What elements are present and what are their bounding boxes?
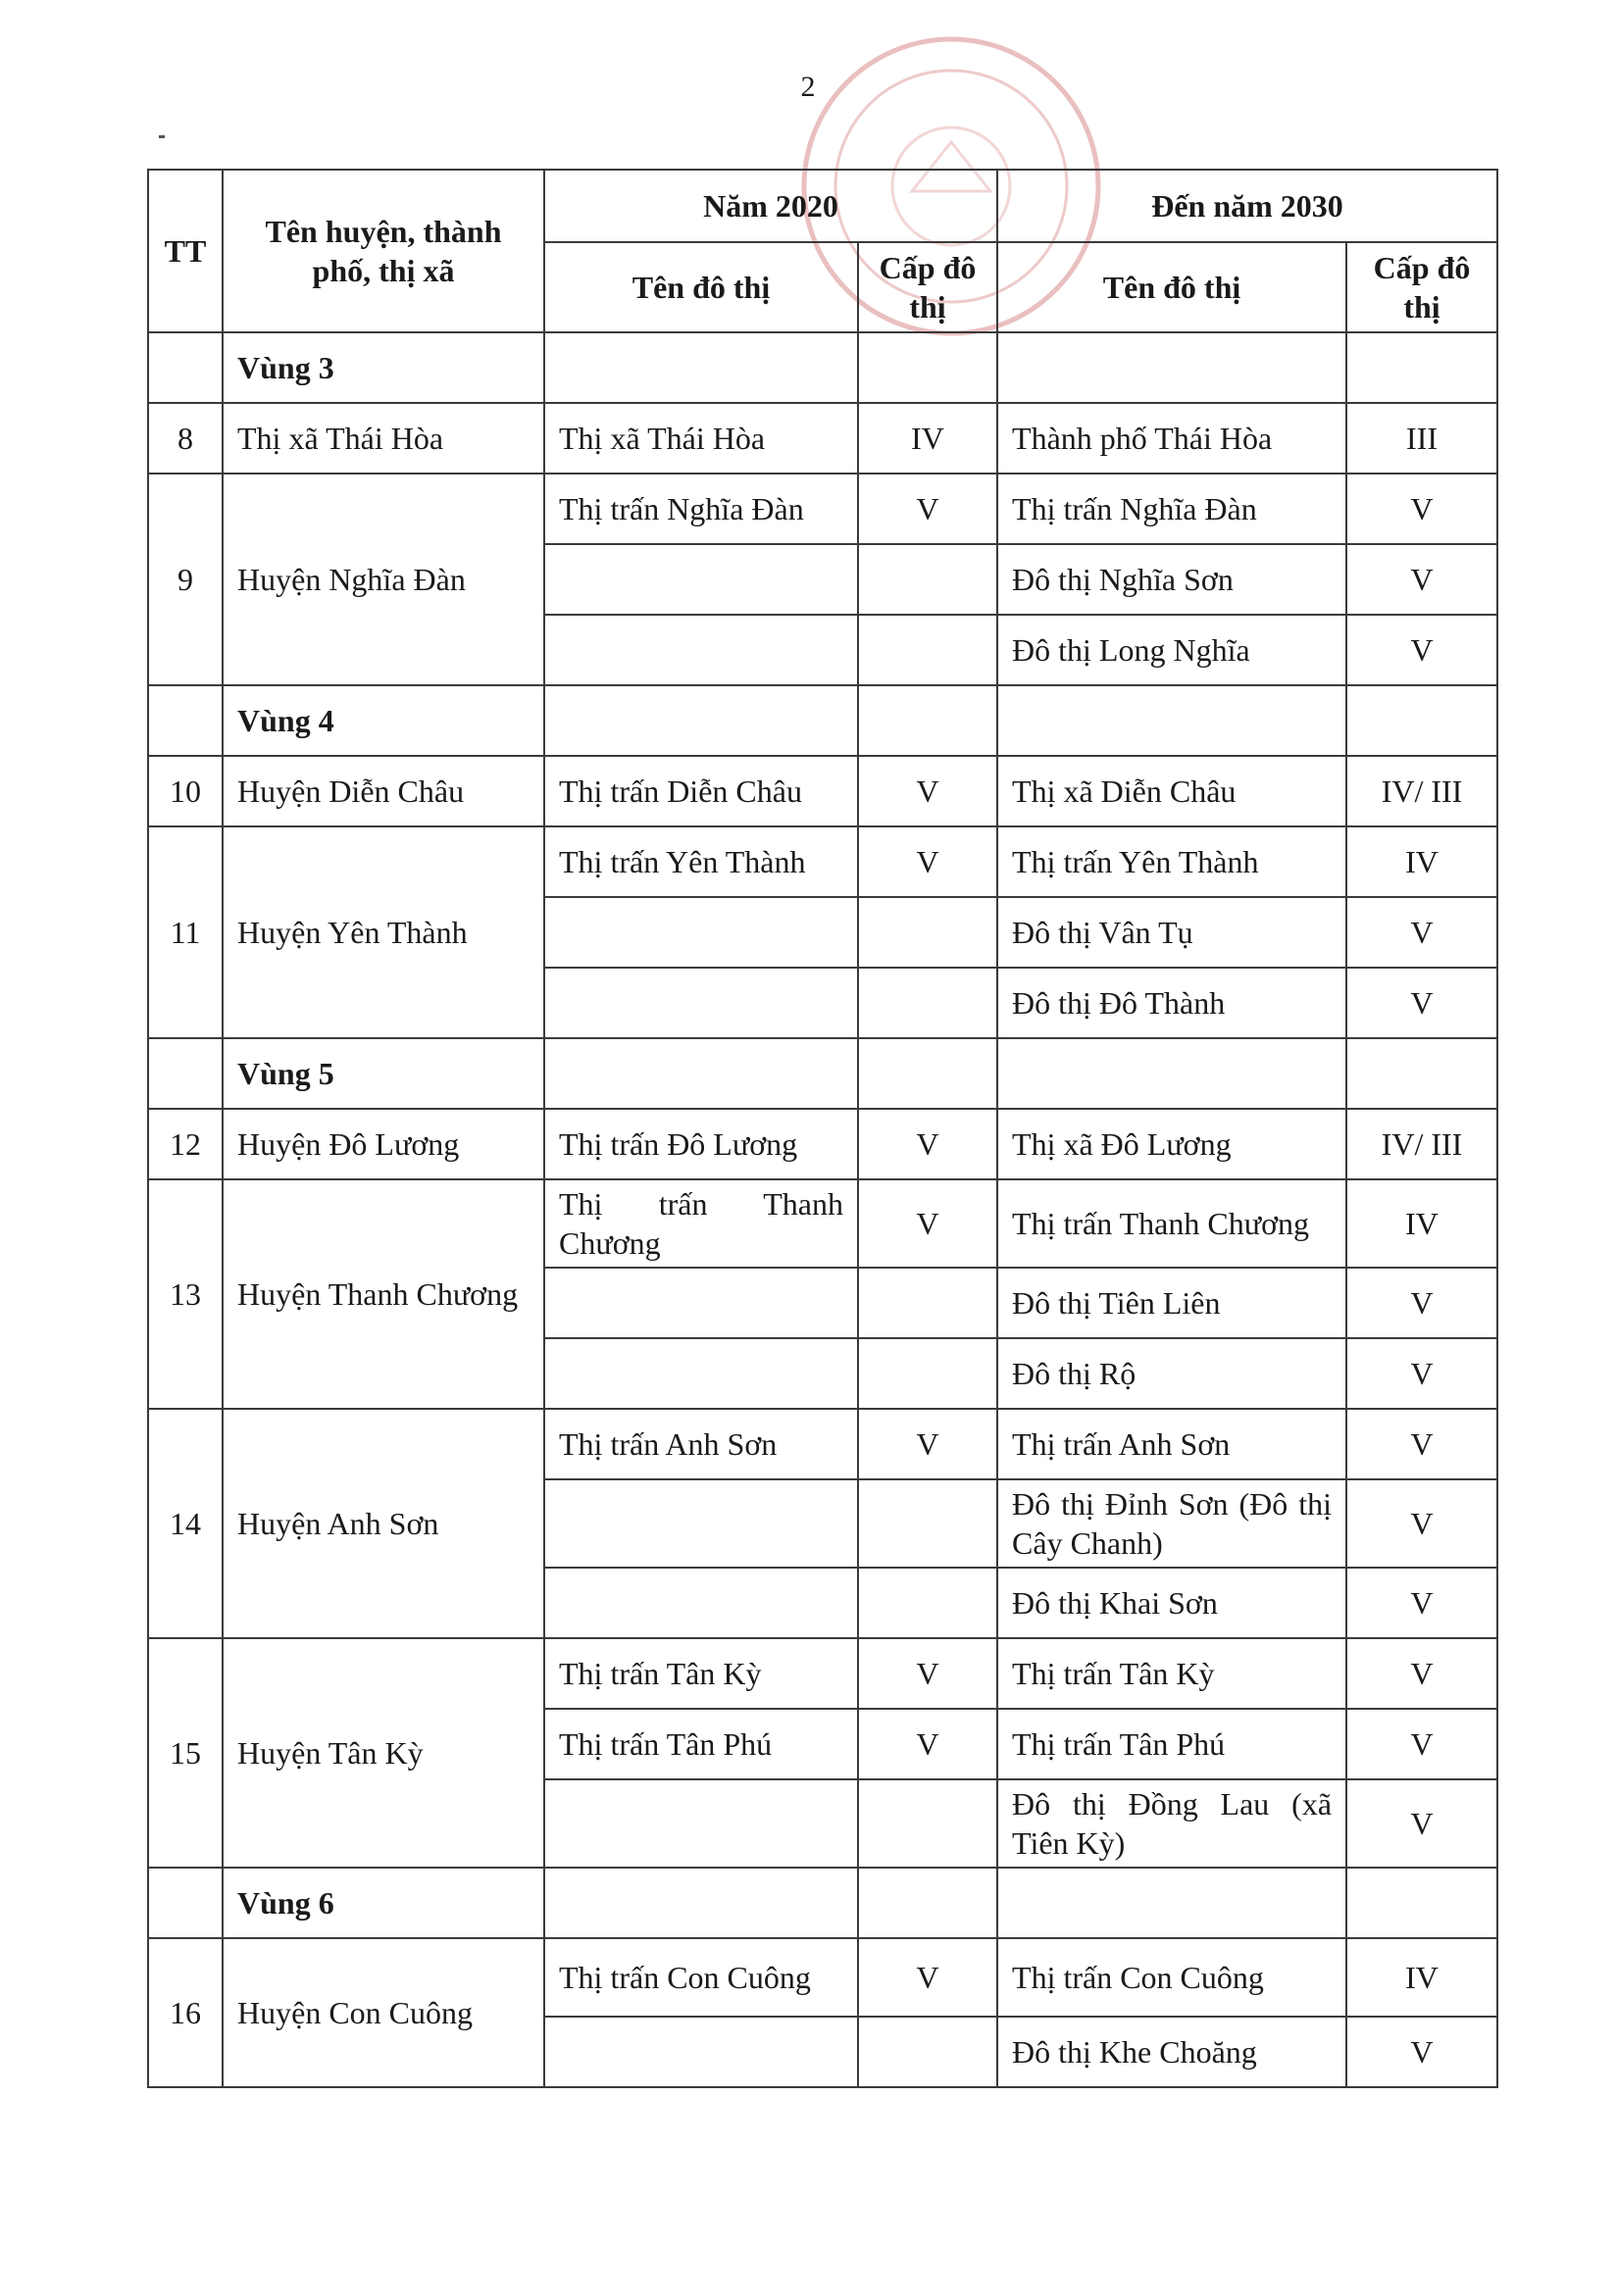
urban-name-2020: Thị trấn Yên Thành bbox=[544, 826, 858, 897]
header-urban-name-2030: Tên đô thị bbox=[997, 242, 1346, 332]
urban-grade-2020: IV bbox=[858, 403, 997, 474]
region-row bbox=[148, 1868, 1497, 1938]
urban-name-2020: Thị trấn Nghĩa Đàn bbox=[544, 474, 858, 544]
table-row bbox=[148, 826, 1497, 897]
region-label: Vùng 5 bbox=[223, 1038, 544, 1109]
urban-name-2030: Đô thị Khe Choăng bbox=[997, 2017, 1346, 2087]
urban-name-2030: Thị xã Đô Lương bbox=[997, 1109, 1346, 1179]
row-number: 12 bbox=[148, 1109, 223, 1179]
district-name: Huyện Diễn Châu bbox=[223, 756, 544, 826]
urban-grade-2030: V bbox=[1346, 1479, 1497, 1568]
urban-name-2020 bbox=[544, 2017, 858, 2087]
header-row-top bbox=[148, 170, 1497, 242]
urban-grade-2020 bbox=[858, 897, 997, 968]
urban-grade-2020 bbox=[858, 2017, 997, 2087]
urban-grade-2030: IV bbox=[1346, 1938, 1497, 2017]
urban-name-2020: Thị trấn Đô Lương bbox=[544, 1109, 858, 1179]
table-row bbox=[148, 1179, 1497, 1268]
urban-grade-2030: V bbox=[1346, 544, 1497, 615]
header-urban-grade-2020: Cấp đô thị bbox=[858, 242, 997, 332]
urban-grade-2020 bbox=[858, 968, 997, 1038]
urban-name-2020: Thị trấn Con Cuông bbox=[544, 1938, 858, 2017]
urban-grade-2030: III bbox=[1346, 403, 1497, 474]
district-name: Huyện Tân Kỳ bbox=[223, 1638, 544, 1868]
urban-name-2030: Thị trấn Tân Phú bbox=[997, 1709, 1346, 1779]
region-row bbox=[148, 685, 1497, 756]
urban-grade-2020: V bbox=[858, 1179, 997, 1268]
urban-name-2030: Đô thị Đồng Lau (xã Tiên Kỳ) bbox=[997, 1779, 1346, 1868]
row-number: 9 bbox=[148, 474, 223, 685]
district-name: Huyện Con Cuông bbox=[223, 1938, 544, 2087]
urban-name-2020 bbox=[544, 1338, 858, 1409]
urban-name-2030: Đô thị Nghĩa Sơn bbox=[997, 544, 1346, 615]
urban-grade-2020: V bbox=[858, 1709, 997, 1779]
row-number: 14 bbox=[148, 1409, 223, 1638]
urban-grade-2020: V bbox=[858, 1638, 997, 1709]
urban-grade-2030: V bbox=[1346, 897, 1497, 968]
urban-grade-2020 bbox=[858, 1479, 997, 1568]
region-label: Vùng 4 bbox=[223, 685, 544, 756]
urban-grade-2020: V bbox=[858, 756, 997, 826]
urban-name-2030: Thị trấn Yên Thành bbox=[997, 826, 1346, 897]
table-row bbox=[148, 756, 1497, 826]
urban-name-2030: Thị trấn Anh Sơn bbox=[997, 1409, 1346, 1479]
urban-grade-2020 bbox=[858, 615, 997, 685]
urban-grade-2030: V bbox=[1346, 1568, 1497, 1638]
urban-grade-2020 bbox=[858, 544, 997, 615]
urban-name-2020 bbox=[544, 1568, 858, 1638]
district-name: Thị xã Thái Hòa bbox=[223, 403, 544, 474]
urban-name-2020: Thị trấn Tân Kỳ bbox=[544, 1638, 858, 1709]
page-number: 2 bbox=[800, 71, 816, 103]
urban-grade-2020 bbox=[858, 1568, 997, 1638]
urban-grade-2030: V bbox=[1346, 615, 1497, 685]
scan-mark bbox=[159, 135, 165, 138]
urban-name-2020 bbox=[544, 968, 858, 1038]
urban-name-2030: Thị trấn Nghĩa Đàn bbox=[997, 474, 1346, 544]
urban-grade-2030: V bbox=[1346, 474, 1497, 544]
region-label: Vùng 6 bbox=[223, 1868, 544, 1938]
urban-name-2020: Thị trấn Tân Phú bbox=[544, 1709, 858, 1779]
table-row bbox=[148, 1109, 1497, 1179]
urban-name-2030: Đô thị Rộ bbox=[997, 1338, 1346, 1409]
urban-grade-2020 bbox=[858, 1779, 997, 1868]
row-number: 8 bbox=[148, 403, 223, 474]
table-row bbox=[148, 403, 1497, 474]
urban-grade-2030: V bbox=[1346, 1338, 1497, 1409]
table-row bbox=[148, 1638, 1497, 1709]
urban-grade-2030: IV bbox=[1346, 1179, 1497, 1268]
urban-name-2020: Thị trấn Anh Sơn bbox=[544, 1409, 858, 1479]
district-name: Huyện Đô Lương bbox=[223, 1109, 544, 1179]
district-name: Huyện Thanh Chương bbox=[223, 1179, 544, 1409]
urban-grade-2020 bbox=[858, 1268, 997, 1338]
urban-grade-2020: V bbox=[858, 1409, 997, 1479]
urban-name-2020: Thị trấn Thanh Chương bbox=[544, 1179, 858, 1268]
urban-name-2030: Thị trấn Thanh Chương bbox=[997, 1179, 1346, 1268]
urban-grade-2030: V bbox=[1346, 1409, 1497, 1479]
urban-grade-2030: V bbox=[1346, 1268, 1497, 1338]
urban-grade-2020: V bbox=[858, 1109, 997, 1179]
urban-name-2030: Đô thị Đô Thành bbox=[997, 968, 1346, 1038]
district-name: Huyện Yên Thành bbox=[223, 826, 544, 1038]
header-urban-name-2020: Tên đô thị bbox=[544, 242, 858, 332]
urban-grade-2030: IV bbox=[1346, 826, 1497, 897]
header-year-2020: Năm 2020 bbox=[544, 170, 997, 242]
urban-name-2020 bbox=[544, 1479, 858, 1568]
row-number: 13 bbox=[148, 1179, 223, 1409]
urban-grade-2020: V bbox=[858, 826, 997, 897]
urban-grade-2030: V bbox=[1346, 1709, 1497, 1779]
urban-grade-2030: V bbox=[1346, 1638, 1497, 1709]
urban-name-2020: Thị xã Thái Hòa bbox=[544, 403, 858, 474]
region-row bbox=[148, 332, 1497, 403]
row-number: 15 bbox=[148, 1638, 223, 1868]
urban-grade-2020: V bbox=[858, 474, 997, 544]
urban-grade-2030: V bbox=[1346, 968, 1497, 1038]
urban-name-2030: Thị trấn Con Cuông bbox=[997, 1938, 1346, 2017]
row-number: 10 bbox=[148, 756, 223, 826]
header-urban-grade-2030: Cấp đô thị bbox=[1346, 242, 1497, 332]
urban-name-2020 bbox=[544, 544, 858, 615]
urban-grade-2030: V bbox=[1346, 2017, 1497, 2087]
district-name: Huyện Nghĩa Đàn bbox=[223, 474, 544, 685]
urban-name-2020 bbox=[544, 897, 858, 968]
row-number: 16 bbox=[148, 1938, 223, 2087]
urban-name-2030: Đô thị Tiên Liên bbox=[997, 1268, 1346, 1338]
urban-name-2020: Thị trấn Diễn Châu bbox=[544, 756, 858, 826]
urban-grade-2020 bbox=[858, 1338, 997, 1409]
header-tt: TT bbox=[148, 170, 223, 332]
urban-grade-2030: IV/ III bbox=[1346, 756, 1497, 826]
urban-name-2030: Thành phố Thái Hòa bbox=[997, 403, 1346, 474]
urban-grade-2030: V bbox=[1346, 1779, 1497, 1868]
urban-name-2030: Đô thị Đỉnh Sơn (Đô thị Cây Chanh) bbox=[997, 1479, 1346, 1568]
urban-name-2020 bbox=[544, 1268, 858, 1338]
urban-name-2020 bbox=[544, 615, 858, 685]
table-row bbox=[148, 474, 1497, 544]
region-label: Vùng 3 bbox=[223, 332, 544, 403]
urban-name-2030: Đô thị Vân Tụ bbox=[997, 897, 1346, 968]
urban-classification-table bbox=[147, 169, 1498, 2088]
urban-name-2030: Thị xã Diễn Châu bbox=[997, 756, 1346, 826]
row-number: 11 bbox=[148, 826, 223, 1038]
header-district: Tên huyện, thành phố, thị xã bbox=[223, 170, 544, 332]
region-row bbox=[148, 1038, 1497, 1109]
urban-name-2030: Đô thị Long Nghĩa bbox=[997, 615, 1346, 685]
district-name: Huyện Anh Sơn bbox=[223, 1409, 544, 1638]
urban-grade-2030: IV/ III bbox=[1346, 1109, 1497, 1179]
urban-name-2020 bbox=[544, 1779, 858, 1868]
urban-name-2030: Thị trấn Tân Kỳ bbox=[997, 1638, 1346, 1709]
table-row bbox=[148, 1409, 1497, 1479]
urban-grade-2020: V bbox=[858, 1938, 997, 2017]
urban-name-2030: Đô thị Khai Sơn bbox=[997, 1568, 1346, 1638]
header-year-2030: Đến năm 2030 bbox=[997, 170, 1497, 242]
table-row bbox=[148, 1938, 1497, 2017]
